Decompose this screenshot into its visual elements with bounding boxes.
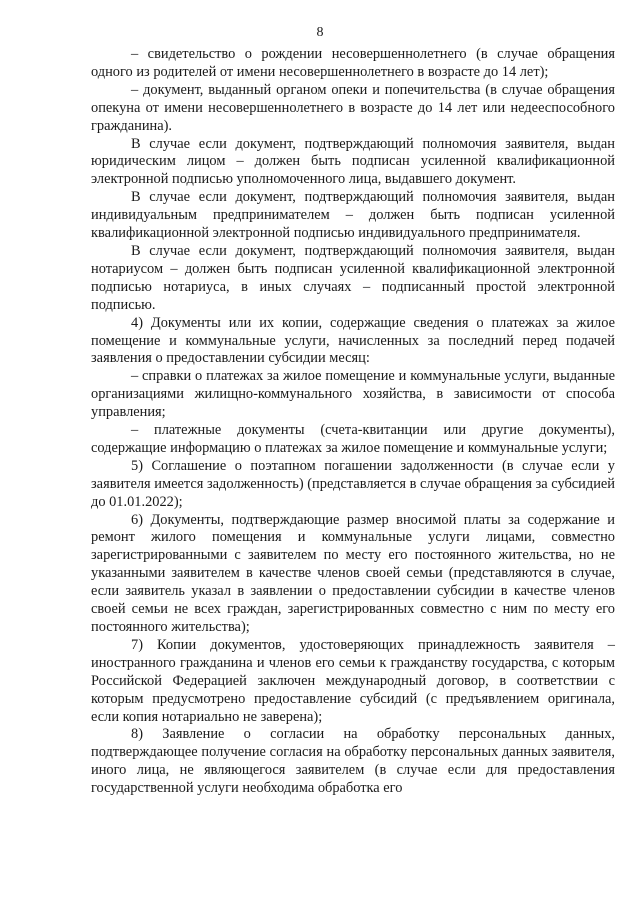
paragraph-notary-signature: В случае если документ, подтверждающий полномочия заявителя, выдан нотариусом – должен быть подписан усиленной квалификационной электронной подписью нотариуса, в иных случаях – подписанный простой электронной подписью. [91, 242, 615, 313]
paragraph-guardianship-document: – документ, выданный органом опеки и попечительства (в случае обращения опекуна от имени несовершеннолетнего в возрасте до 14 лет или недееспособного гражданина). [91, 81, 615, 134]
paragraph-item-4-payments: 4) Документы или их копии, содержащие сведения о платежах за жилое помещение и коммунальные услуги, начисленных за последний перед подачей заявления о предоставлении субсидии месяц: [91, 314, 615, 367]
page-number: 8 [316, 25, 324, 40]
paragraph-entrepreneur-signature: В случае если документ, подтверждающий полномочия заявителя, выдан индивидуальным предпринимателем – должен быть подписан усиленной квалификационной электронной подписью индивидуального предпринимателя. [91, 189, 615, 242]
paragraph-item-8-personal-data: 8) Заявление о согласии на обработку персональных данных, подтверждающее получение согласия на обработку персональных данных заявителя, иного лица, не являющегося заявителем (в случае если для предоставления государственной услуги необходима обработка его [91, 726, 615, 797]
paragraph-payment-certificates: – справки о платежах за жилое помещение и коммунальные услуги, выданные организациями жилищно-коммунального хозяйства, в зависимости от способа управления; [91, 368, 615, 421]
paragraph-item-6-cohabitants: 6) Документы, подтверждающие размер вносимой платы за содержание и ремонт жилого помещения и коммунальные услуги лицами, совместно зарегистрированными с заявителем по месту его постоянного жительства, но не указанными заявителем в качестве членов своей семьи (представляются в случае, если заявитель указал в заявлении о предоставлении субсидии в качестве членов своей семьи не всех граждан, зарегистрированных совместно с ним по месту его постоянного жительства); [91, 511, 615, 635]
paragraph-payment-documents: – платежные документы (счета-квитанции или другие документы), содержащие информацию о платежах за жилое помещение и коммунальные услуги; [91, 422, 615, 456]
paragraph-item-5-debt-agreement: 5) Соглашение о поэтапном погашении задолженности (в случае если у заявителя имеется задолженность) (представляется в случае обращения за субсидией до 01.01.2022); [91, 457, 615, 510]
paragraph-item-7-foreign-citizen: 7) Копии документов, удостоверяющих принадлежность заявителя – иностранного гражданина и членов его семьи к гражданству государства, с которым Российской Федерацией заключен международный договор, в соответствии с которым предусмотрено предоставление субсидий (с предъявлением оригинала, если копия нотариально не заверена); [91, 636, 615, 725]
paragraph-legal-entity-signature: В случае если документ, подтверждающий полномочия заявителя, выдан юридическим лицом – должен быть подписан усиленной квалификационной электронной подписью уполномоченного лица, выдавшего документ. [91, 135, 615, 188]
document-body [91, 46, 615, 798]
paragraph-birth-certificate: – свидетельство о рождении несовершеннолетнего (в случае обращения одного из родителей от имени несовершеннолетнего в возрасте до 14 лет); [91, 46, 615, 80]
